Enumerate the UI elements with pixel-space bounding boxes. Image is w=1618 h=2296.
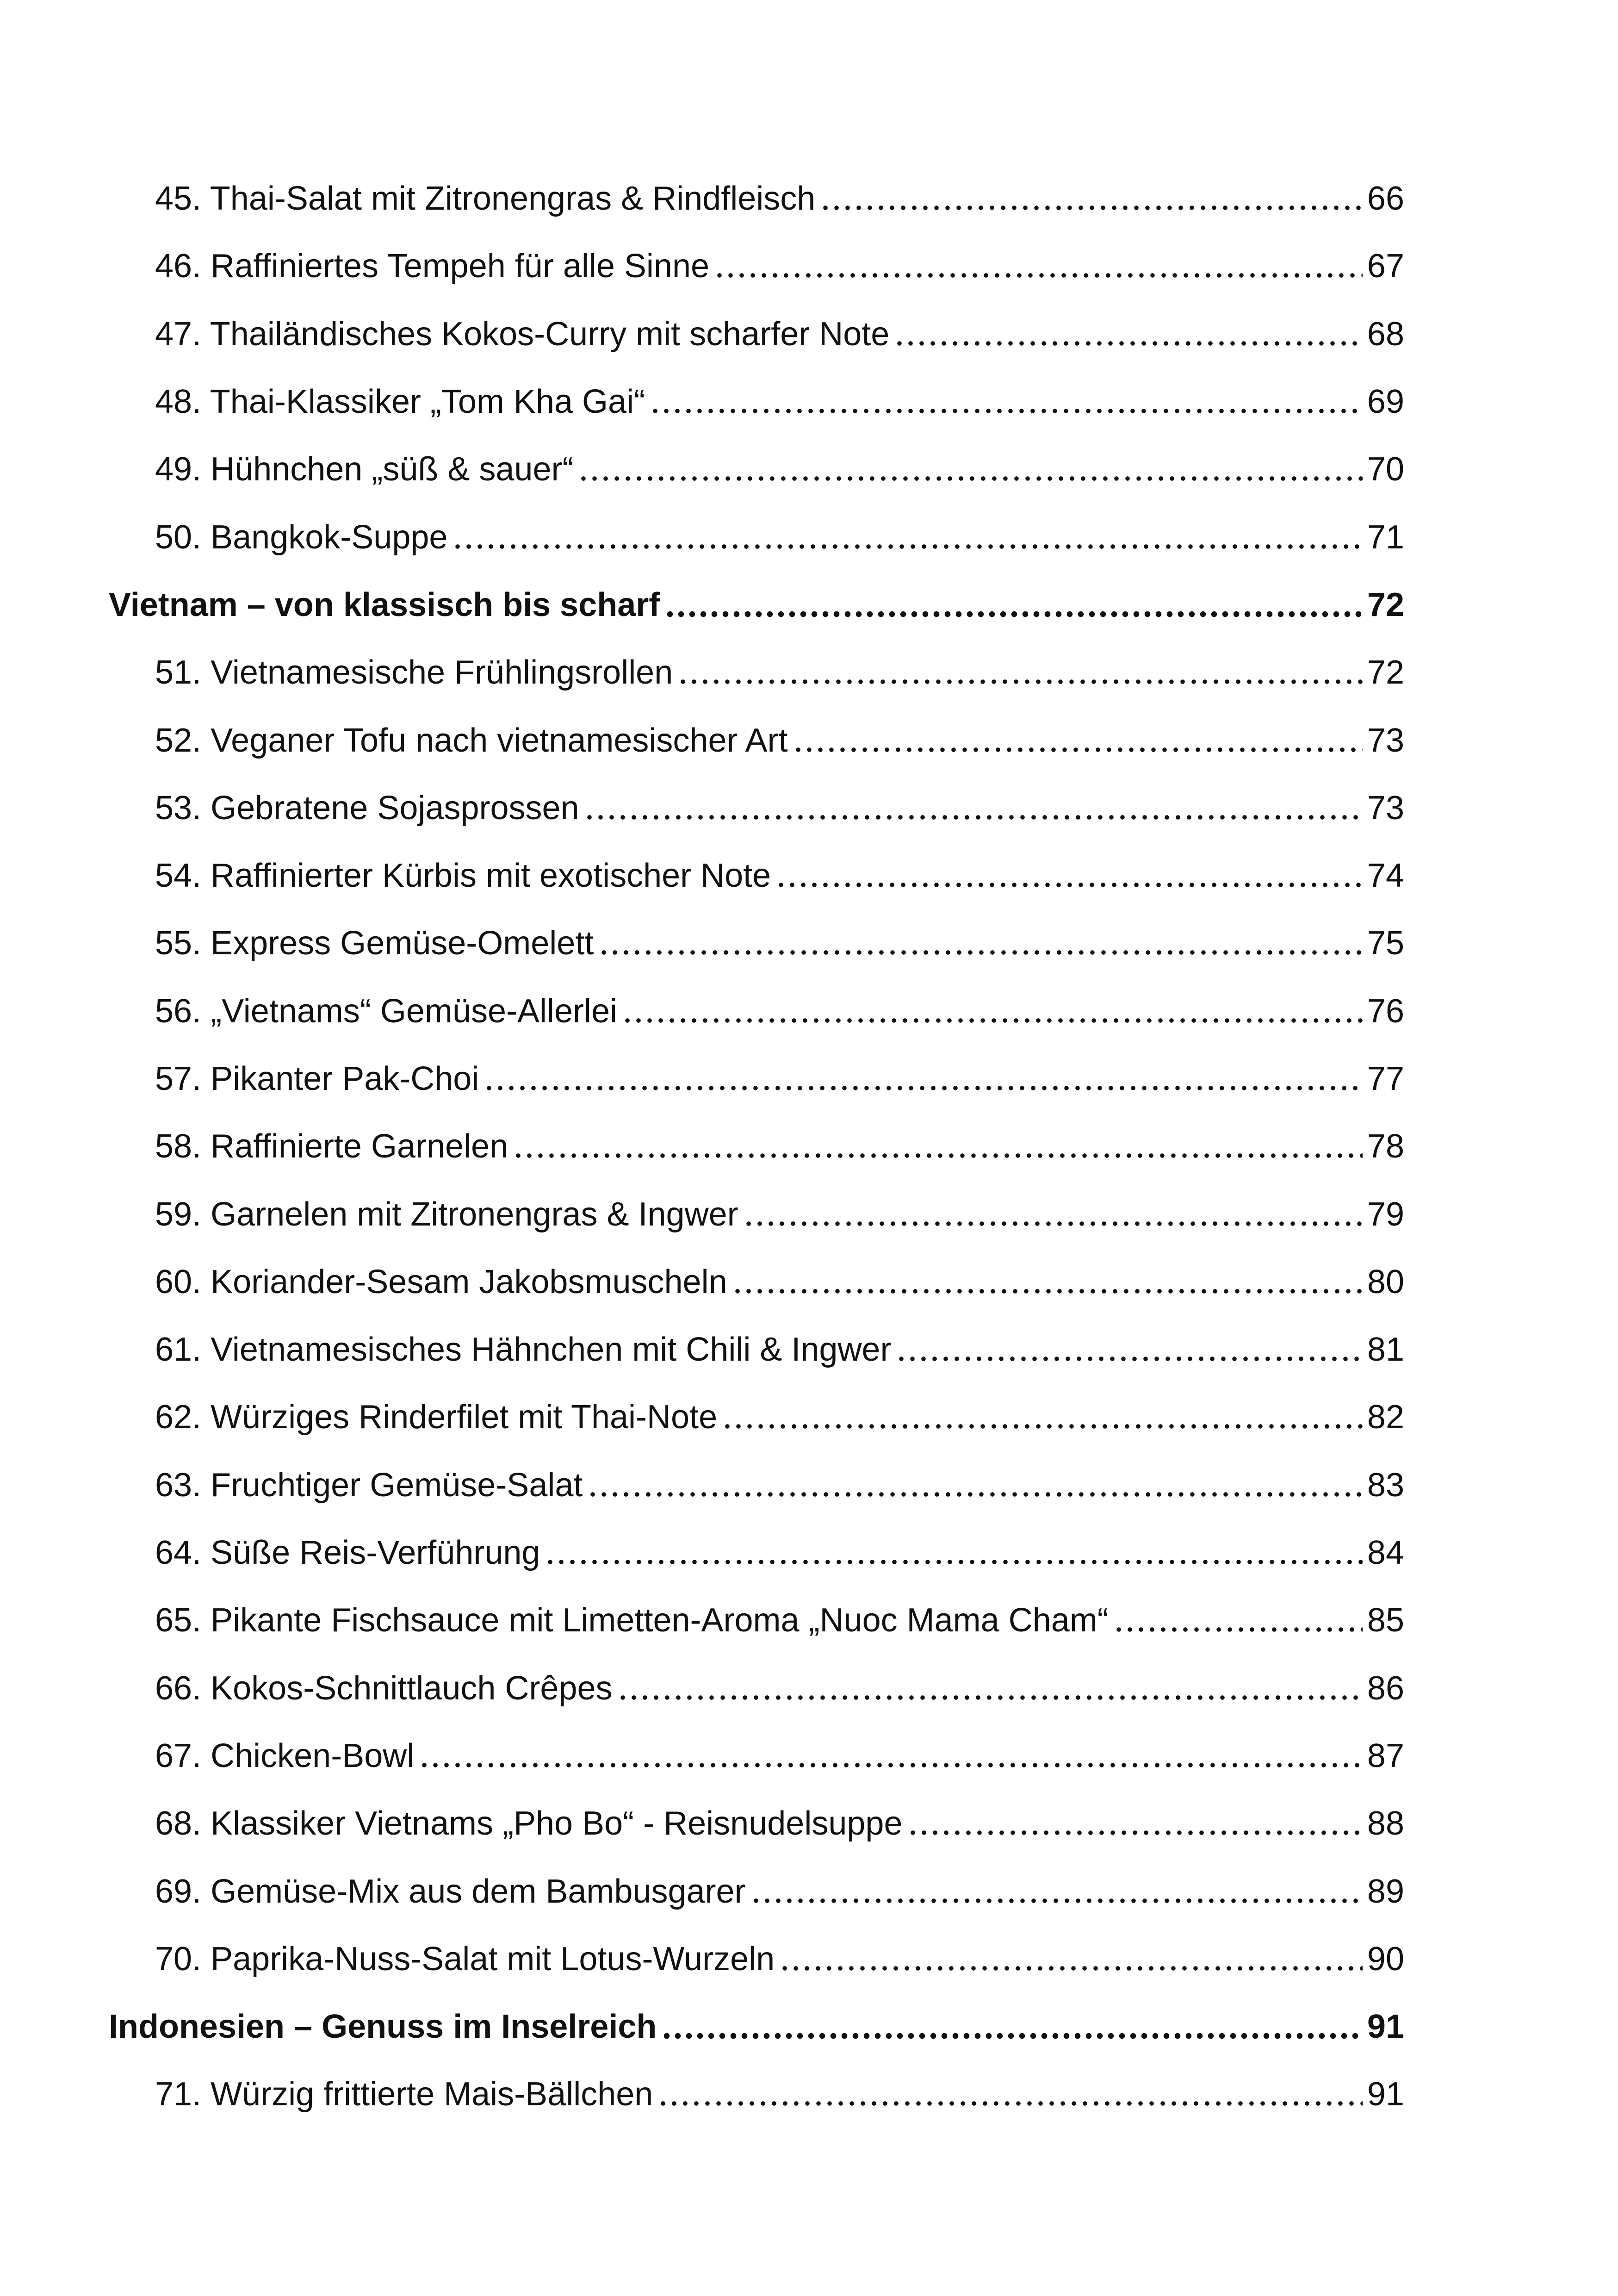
toc-page-number: 73 — [1367, 722, 1404, 759]
toc-entry-title: 68. Klassiker Vietnams „Pho Bo“ - Reisnudelsuppe — [155, 1805, 903, 1842]
toc-section-heading — [109, 571, 1404, 639]
toc-entry — [109, 436, 1404, 503]
dot-leader — [714, 271, 1363, 280]
toc-page-number: 86 — [1367, 1669, 1404, 1707]
dot-leader — [587, 1490, 1363, 1499]
dot-leader — [743, 1220, 1363, 1228]
toc-entry-title: 45. Thai-Salat mit Zitronengras & Rindfleisch — [155, 180, 816, 218]
toc-entry-title: 69. Gemüse-Mix aus dem Bambusgarer — [155, 1873, 746, 1910]
toc-entry — [109, 774, 1404, 842]
toc-entry-title: 71. Würzig frittierte Mais-Bällchen — [155, 2076, 653, 2113]
dot-leader — [894, 339, 1363, 348]
toc-entry-title: 52. Veganer Tofu nach vietnamesischer Art — [155, 722, 788, 759]
toc-page-number: 71 — [1367, 518, 1404, 556]
dot-leader — [664, 610, 1363, 618]
toc-page-number: 72 — [1367, 586, 1404, 623]
toc-page-number: 74 — [1367, 857, 1404, 895]
dot-leader — [722, 1422, 1363, 1431]
toc-entry-title: 60. Koriander-Sesam Jakobsmuscheln — [155, 1263, 727, 1300]
dot-leader — [820, 204, 1363, 212]
toc-entry-title: 59. Garnelen mit Zitronengras & Ingwer — [155, 1195, 738, 1233]
toc-entry — [109, 639, 1404, 706]
dot-leader — [677, 678, 1363, 686]
toc-entry-title: 50. Bangkok-Suppe — [155, 518, 448, 556]
toc-page-number: 91 — [1367, 2008, 1404, 2046]
toc-section-heading — [109, 1993, 1404, 2060]
toc-section-title: Indonesien – Genuss im Inselreich — [109, 2008, 657, 2046]
toc-entry-title: 47. Thailändisches Kokos-Curry mit scharfer Note — [155, 315, 890, 353]
toc-entry — [109, 1655, 1404, 1722]
toc-entry — [109, 2060, 1404, 2128]
toc-entry — [109, 165, 1404, 232]
dot-leader — [657, 2099, 1363, 2108]
toc-entry-title: 63. Fruchtiger Gemüse-Salat — [155, 1466, 583, 1504]
toc-entry — [109, 1857, 1404, 1925]
toc-entry-title: 66. Kokos-Schnittlauch Crêpes — [155, 1669, 613, 1707]
toc-entry-title: 64. Süße Reis-Verführung — [155, 1534, 540, 1572]
dot-leader — [617, 1693, 1363, 1702]
toc-entry — [109, 1790, 1404, 1857]
toc-page-number: 68 — [1367, 315, 1404, 353]
dot-leader — [779, 1964, 1363, 1972]
dot-leader — [584, 813, 1363, 821]
toc-entry — [109, 1925, 1404, 1993]
toc-entry — [109, 1180, 1404, 1248]
dot-leader — [650, 407, 1363, 415]
toc-entry-title: 51. Vietnamesische Frühlingsrollen — [155, 654, 673, 691]
dot-leader — [732, 1287, 1363, 1295]
toc-entry — [109, 1587, 1404, 1654]
toc-page-number: 81 — [1367, 1331, 1404, 1369]
dot-leader — [484, 1084, 1363, 1092]
toc-entry-title: 58. Raffinierte Garnelen — [155, 1128, 508, 1165]
toc-page-number: 83 — [1367, 1466, 1404, 1504]
toc-entry — [109, 232, 1404, 300]
toc-page-number: 66 — [1367, 180, 1404, 218]
toc-entry-title: 57. Pikanter Pak-Choi — [155, 1060, 479, 1097]
toc-page-number: 70 — [1367, 451, 1404, 488]
dot-leader — [622, 1016, 1363, 1025]
toc-entry — [109, 300, 1404, 368]
toc-entry-title: 53. Gebratene Sojasprossen — [155, 789, 579, 827]
toc-entry-title: 55. Express Gemüse-Omelett — [155, 925, 594, 962]
toc-page-number: 69 — [1367, 383, 1404, 421]
toc-page-number: 90 — [1367, 1940, 1404, 1978]
toc-page-number: 91 — [1367, 2076, 1404, 2113]
toc-entry — [109, 1045, 1404, 1113]
toc-page-number: 82 — [1367, 1399, 1404, 1436]
toc-section-title: Vietnam – von klassisch bis scharf — [109, 586, 660, 623]
dot-leader — [896, 1355, 1362, 1363]
toc-entry-title: 67. Chicken-Bowl — [155, 1737, 415, 1774]
toc-entry-title: 65. Pikante Fischsauce mit Limetten-Aroma „Nuoc Mama Cham“ — [155, 1602, 1109, 1639]
dot-leader — [545, 1558, 1362, 1566]
toc-entry — [109, 1248, 1404, 1316]
toc-page-number: 85 — [1367, 1602, 1404, 1639]
toc-entry-title: 54. Raffinierter Kürbis mit exotischer Note — [155, 857, 771, 895]
toc-page-number: 73 — [1367, 789, 1404, 827]
table-of-contents — [109, 165, 1404, 2128]
toc-entry — [109, 977, 1404, 1045]
toc-entry — [109, 1722, 1404, 1790]
toc-page-number: 89 — [1367, 1873, 1404, 1910]
toc-entry — [109, 842, 1404, 909]
toc-page-number: 76 — [1367, 992, 1404, 1030]
toc-entry — [109, 368, 1404, 436]
toc-entry-title: 56. „Vietnams“ Gemüse-Allerlei — [155, 992, 618, 1030]
dot-leader — [793, 746, 1363, 754]
toc-entry-title: 61. Vietnamesisches Hähnchen mit Chili & Ingwer — [155, 1331, 892, 1369]
toc-page-number: 78 — [1367, 1128, 1404, 1165]
toc-page-number: 80 — [1367, 1263, 1404, 1300]
toc-page-number: 72 — [1367, 654, 1404, 691]
toc-page-number: 88 — [1367, 1805, 1404, 1842]
dot-leader — [578, 474, 1362, 483]
toc-entry-title: 48. Thai-Klassiker „Tom Kha Gai“ — [155, 383, 645, 421]
dot-leader — [598, 948, 1363, 957]
toc-entry — [109, 909, 1404, 977]
dot-leader — [513, 1151, 1363, 1160]
toc-page-number: 87 — [1367, 1737, 1404, 1774]
toc-page-number: 79 — [1367, 1195, 1404, 1233]
toc-entry — [109, 706, 1404, 774]
toc-entry-title: 62. Würziges Rinderfilet mit Thai-Note — [155, 1399, 718, 1436]
toc-entry — [109, 1451, 1404, 1519]
dot-leader — [775, 881, 1363, 889]
toc-entry-title: 70. Paprika-Nuss-Salat mit Lotus-Wurzeln — [155, 1940, 775, 1978]
toc-page-number: 84 — [1367, 1534, 1404, 1572]
toc-page-number: 75 — [1367, 925, 1404, 962]
toc-entry — [109, 1113, 1404, 1180]
toc-entry — [109, 1383, 1404, 1451]
toc-entry — [109, 503, 1404, 571]
dot-leader — [661, 2032, 1363, 2040]
dot-leader — [452, 542, 1362, 551]
dot-leader — [419, 1761, 1363, 1769]
toc-entry-title: 46. Raffiniertes Tempeh für alle Sinne — [155, 248, 710, 285]
toc-entry-title: 49. Hühnchen „süß & sauer“ — [155, 451, 574, 488]
dot-leader — [750, 1897, 1363, 1905]
dot-leader — [1113, 1625, 1363, 1634]
toc-entry — [109, 1519, 1404, 1587]
dot-leader — [907, 1829, 1363, 1837]
toc-page-number: 77 — [1367, 1060, 1404, 1097]
toc-entry — [109, 1316, 1404, 1383]
toc-page-number: 67 — [1367, 248, 1404, 285]
